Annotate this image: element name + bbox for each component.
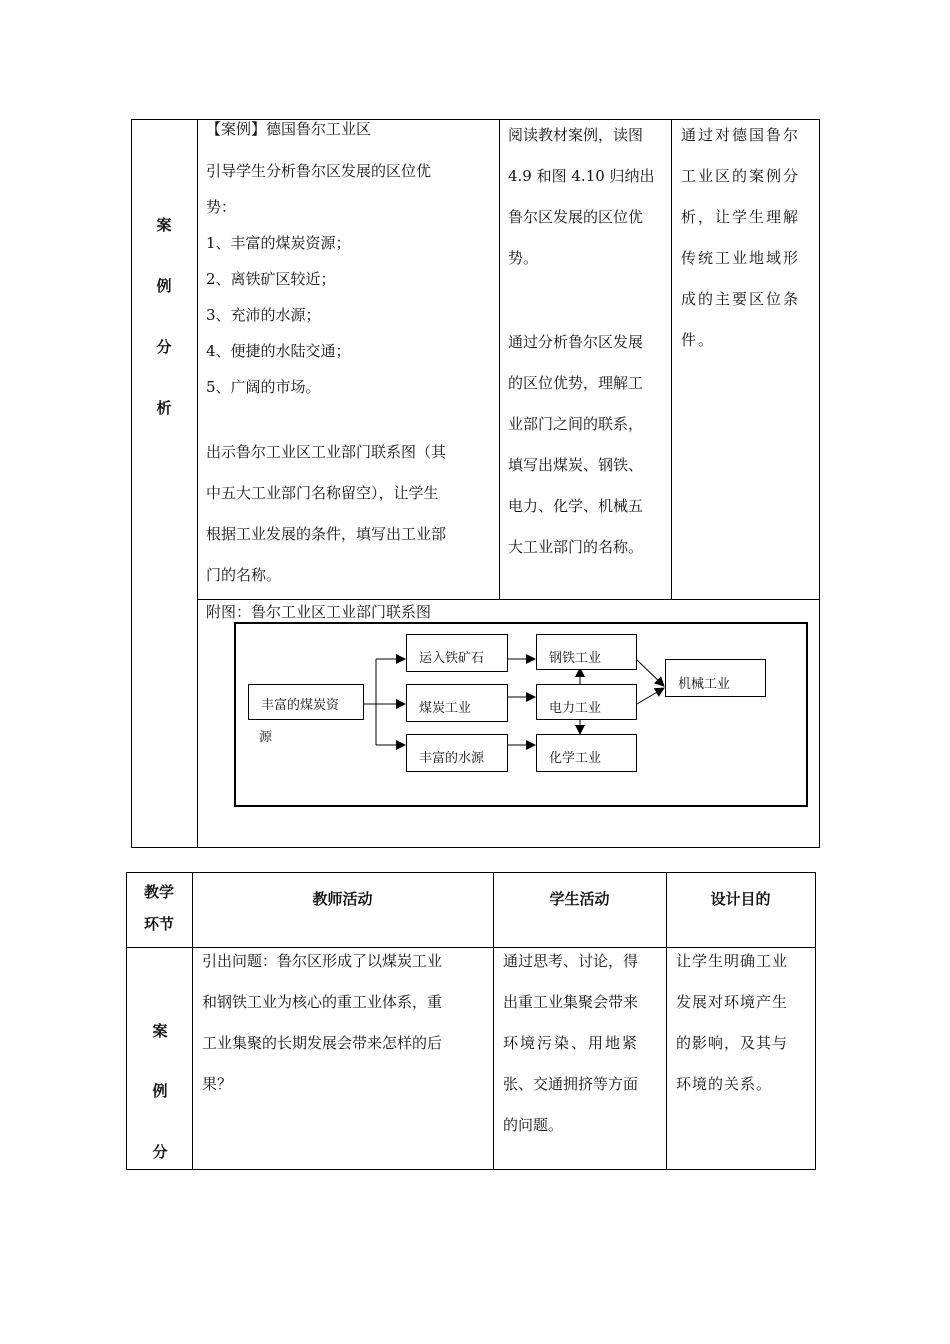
teacher-activity-text: 引出问题：鲁尔区形成了以煤炭工业 和钢铁工业为核心的重工业体系，重 工业集聚的长期发展会带来怎样的后 果？ <box>202 952 443 1093</box>
teacher-activity-text-2: 出示鲁尔工业区工业部门联系图（其 中五大工业部门名称留空），让学生 根据工业发展的条件，填写出工业部 门的名称。 <box>206 443 447 584</box>
coal-resource-box: 丰富的煤炭资 <box>248 684 364 720</box>
section-char: 分 <box>152 1143 168 1161</box>
header-teacher-activity: 教师活动 <box>312 890 373 908</box>
power-industry-box: 电力工业 <box>536 684 637 720</box>
design-purpose-text: 通过对德国鲁尔 工业区的案例分 析，让学生理解 传统工业地域形 成的主要区位条 件。 <box>681 126 801 349</box>
student-activity-text-2: 通过分析鲁尔区发展 的区位优势，理解工 业部门之间的联系， 填写出煤炭、钢铁、 电力、化学、机械五 大工业部门的名称。 <box>508 333 644 556</box>
design-purpose-text: 让学生明确工业 发展对环境产生 的影响，及其与 环境的关系。 <box>676 952 789 1093</box>
table-2-right-border <box>815 872 816 1170</box>
section-char: 例 <box>152 1082 168 1100</box>
header-design-purpose: 设计目的 <box>710 890 771 908</box>
section-char: 案 <box>152 1022 168 1040</box>
case-title: 【案例】德国鲁尔工业区 <box>206 120 372 138</box>
table-2-top-border <box>126 872 816 873</box>
header-student-activity: 学生活动 <box>549 890 610 908</box>
water-source-box: 丰富的水源 <box>406 734 508 772</box>
table-2-col-divider-1 <box>192 872 193 1170</box>
teacher-activity-text: 引导学生分析鲁尔区发展的区位优 势： 1、丰富的煤炭资源； 2、离铁矿区较近； 3、充沛的水源； 4、便捷的水陆交通； 5、广阔的市场。 <box>206 162 432 396</box>
figure-title: 附图：鲁尔工业区工业部门联系图 <box>206 603 432 621</box>
coal-resource-box-line2: 源 <box>259 730 273 745</box>
section-char: 分 <box>156 338 172 356</box>
section-char: 案 <box>156 216 172 234</box>
chemical-industry-box: 化学工业 <box>536 734 637 772</box>
machinery-industry-box: 机械工业 <box>665 659 766 697</box>
section-char: 例 <box>156 277 172 295</box>
section-char: 析 <box>156 399 172 417</box>
steel-industry-box: 钢铁工业 <box>536 634 637 670</box>
student-activity-text: 阅读教材案例，读图 4.9 和图 4.10 归纳出 鲁尔区发展的区位优 势。 <box>508 126 655 267</box>
header-teaching-stage: 教学 环节 <box>143 883 174 933</box>
iron-ore-box: 运入铁矿石 <box>406 634 508 672</box>
table-2-bottom-border <box>126 1169 816 1170</box>
table-2-col-divider-3 <box>666 872 667 1170</box>
coal-industry-box: 煤炭工业 <box>406 684 508 722</box>
table-2-col-divider-2 <box>493 872 494 1170</box>
student-activity-text: 通过思考、讨论，得 出重工业集聚会带来 环境污染、用地紧 张、交通拥挤等方面 的问题。 <box>503 952 640 1134</box>
